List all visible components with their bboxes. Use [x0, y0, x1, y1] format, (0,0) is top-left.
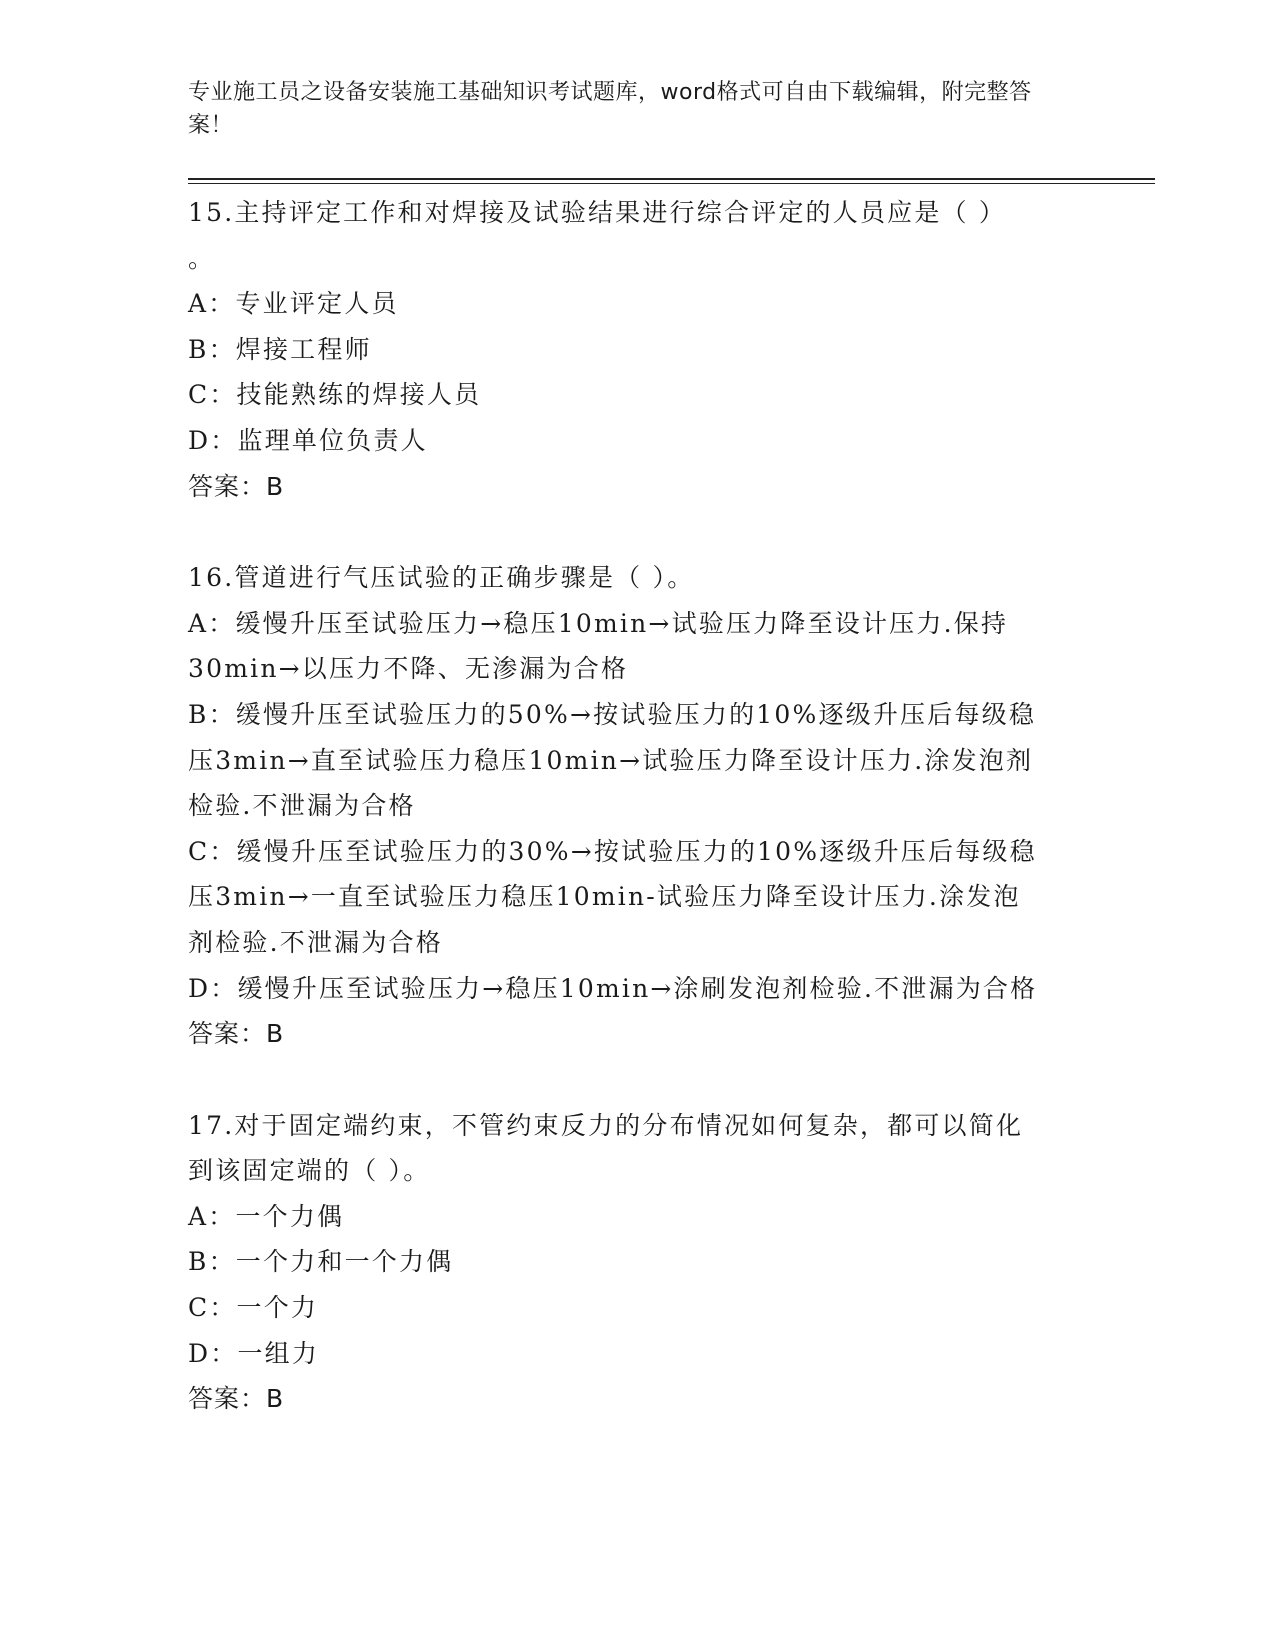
option-a: A：专业评定人员	[188, 289, 399, 319]
question-stem-line: 16.管道进行气压试验的正确步骤是（ ）。	[188, 563, 695, 593]
option-d: D：缓慢升压至试验压力→稳压10min→涂刷发泡剂检验.不泄漏为合格	[188, 973, 1038, 1003]
option-a: A：缓慢升压至试验压力→稳压10min→试验压力降至设计压力.保持	[188, 608, 1009, 638]
header-divider-thick	[188, 178, 1155, 180]
option-d: D：监理单位负责人	[188, 425, 428, 455]
option-b: B：焊接工程师	[188, 334, 372, 364]
option-c: C：技能熟练的焊接人员	[188, 380, 482, 410]
answer-line: 答案：B	[188, 1384, 285, 1414]
option-c-cont: 剂检验.不泄漏为合格	[188, 927, 443, 957]
option-d: D：一组力	[188, 1338, 320, 1368]
question-16	[188, 555, 1088, 1057]
option-b-cont: 压3min→直至试验压力稳压10min→试验压力降至设计压力.涂发泡剂	[188, 745, 1034, 775]
question-stem-line: 15.主持评定工作和对焊接及试验结果进行综合评定的人员应是（ ）	[188, 198, 1007, 227]
question-stem-line: 到该固定端的（ ）。	[188, 1156, 431, 1186]
question-stem-line: 。	[188, 243, 216, 273]
option-c: C：缓慢升压至试验压力的30%→按试验压力的10%逐级升压后每级稳	[188, 836, 1037, 866]
option-c-cont: 压3min→一直至试验压力稳压10min-试验压力降至设计压力.涂发泡	[188, 882, 1021, 912]
document-header: 专业施工员之设备安装施工基础知识考试题库，word格式可自由下载编辑，附完整答案！	[188, 80, 1032, 138]
option-c: C：一个力	[188, 1293, 319, 1323]
option-b: B：缓慢升压至试验压力的50%→按试验压力的10%逐级升压后每级稳	[188, 699, 1037, 729]
option-b-cont: 检验.不泄漏为合格	[188, 791, 416, 821]
answer-line: 答案：B	[188, 1019, 285, 1049]
question-list	[188, 190, 1088, 1468]
option-a-cont: 30min→以压力不降、无渗漏为合格	[188, 654, 629, 684]
question-stem-line: 17.对于固定端约束，不管约束反力的分布情况如何复杂，都可以简化	[188, 1110, 1024, 1140]
option-a: A：一个力偶	[188, 1201, 345, 1231]
question-15	[188, 190, 1088, 509]
question-17	[188, 1103, 1088, 1422]
answer-line: 答案：B	[188, 471, 285, 501]
header-divider-thin	[188, 183, 1155, 184]
option-b: B：一个力和一个力偶	[188, 1247, 454, 1277]
